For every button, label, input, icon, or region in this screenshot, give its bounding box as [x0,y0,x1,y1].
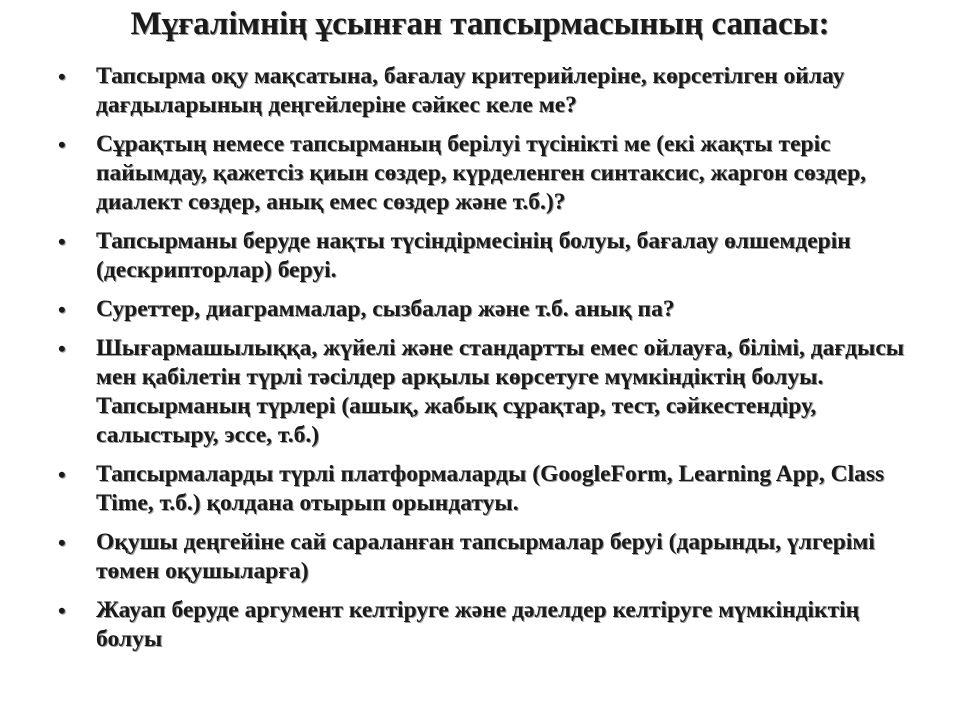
bullet-icon: • [58,229,66,254]
bullet-item [58,130,918,217]
bullet-item [58,62,918,120]
bullet-text: Оқушы деңгейіне сай сараланған тапсырмалар беруі (дарынды, үлгерімі төмен оқушыларға) [96,529,875,584]
bullet-item [58,227,918,285]
bullet-text: Тапсырма оқу мақсатына, бағалау критерийлеріне, көрсетілген ойлау дағдыларының деңгейлеріне сәйкес келе ме? [96,63,845,118]
bullet-icon: • [58,530,66,555]
bullet-item [58,528,918,586]
bullet-text: Тапсырмаларды түрлі платформаларды (GoogleForm, Learning App, Class Time, т.б.) қолдана отырып орындатуы. [96,461,885,516]
bullet-icon: • [58,132,66,157]
bullet-item [58,334,918,450]
bullet-list [58,62,918,664]
bullet-icon: • [58,598,66,623]
slide-title: Мұғалімнің ұсынған тапсырмасының сапасы: [130,6,830,42]
bullet-item [58,295,918,324]
bullet-icon: • [58,64,66,89]
bullet-text: Тапсырманы беруде нақты түсіндірмесінің болуы, бағалау өлшемдерін (дескрипторлар) беруі. [96,228,851,283]
bullet-item [58,460,918,518]
bullet-text: Сұрақтың немесе тапсырманың берілуі түсінікті ме (екі жақты теріс пайымдау, қажетсіз қиын сөздер, күрделенген синтаксис, жаргон сөздер, диалект сөздер, анық емес сөздер және т.б.)? [96,131,867,215]
bullet-text: Суреттер, диаграммалар, сызбалар және т.б. анық па? [96,296,675,322]
bullet-icon: • [58,462,66,487]
bullet-text: Жауап беруде аргумент келтіруге және дәлелдер келтіруге мүмкіндіктің болуы [96,597,860,652]
bullet-icon: • [58,297,66,322]
bullet-item [58,596,918,654]
bullet-icon: • [58,336,66,361]
bullet-text: Шығармашылыққа, жүйелі және стандартты емес ойлауға, білімі, дағдысы мен қабілетін түрлі тәсілдер арқылы көрсетуге мүмкіндіктің болуы. Тапсырманың түрлері (ашық, жабық сұрақтар, тест, сәйкестендіру, салыстыру, эссе, т.б.) [96,335,905,448]
